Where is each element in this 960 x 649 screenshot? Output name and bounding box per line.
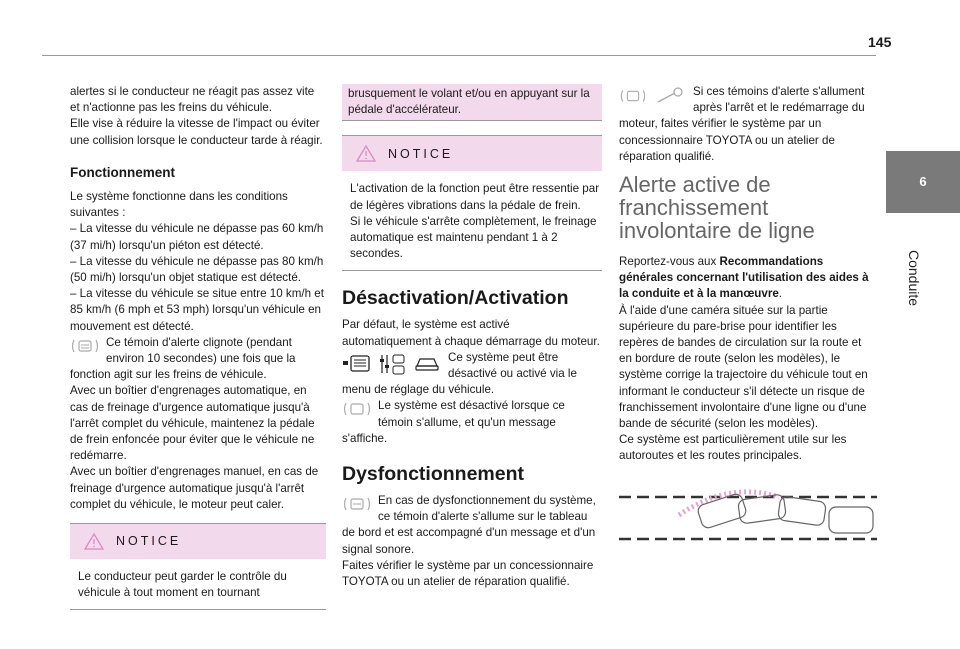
screen-menu-icon <box>342 354 370 374</box>
notice-box <box>342 135 602 271</box>
paragraph: Par défaut, le système est activé automatiquement à chaque démarrage du moteur. <box>342 318 600 348</box>
intro-text: alertes si le conducteur ne réagit pas assez vite et n'actionne pas les freins du véhicule. Elle vise à réduire la vitesse de l'impact ou éviter une collision lorsque le conducteur tarde à réagir. <box>70 85 323 147</box>
warning-triangle-icon <box>356 145 376 162</box>
malfunction-warning-icon <box>342 495 372 513</box>
notice-header <box>70 524 326 559</box>
paragraph: À l'aide d'une caméra située sur la partie supérieure du pare-brise pour identifier les repères de bandes de circulation sur la route et en bordure de route (selon les modèles), le système corrige la trajectoire du véhicule tout en informant le conducteur s'il détecte un risque de franchissement involontaire d'une ligne ou d'une bande de sécurité (selon les modèles). <box>619 303 868 431</box>
paragraph: Avec un boîtier d'engrenages manuel, en cas de freinage d'urgence automatique jusqu'à l'arrêt complet du véhicule, le moteur peut caler. <box>70 465 319 511</box>
paragraph: Le système est désactivé lorsque ce témoin s'allume, et qu'un message s'affiche. <box>342 399 565 445</box>
notice-title: NOTICE <box>116 534 182 549</box>
lane-departure-illustration <box>619 483 877 547</box>
car-icon <box>414 355 440 373</box>
paragraph: Reportez-vous aux Recommandations générales concernant l'utilisation des aides à la conduite et à la manœuvre. <box>619 255 869 301</box>
paragraph: Avec un boîtier d'engrenages automatique, en cas de freinage d'urgence automatique jusqu'à l'arrêt complet du véhicule, maintenez la pédale de frein enfoncée pour éviter que le véhicule ne redémarre. <box>70 384 315 463</box>
chapter-tab: 6 <box>886 151 960 213</box>
section-heading: Dysfonctionnement <box>342 463 525 486</box>
paragraph: Ce témoin d'alerte clignote (pendant environ 10 secondes) une fois que la fonction agit sur les freins de véhicule. <box>70 335 296 382</box>
vehicle-settings-icon <box>378 353 406 375</box>
warning-icons <box>619 87 685 105</box>
paragraph: – La vitesse du véhicule se situe entre 10 km/h et 85 km/h (6 mph et 53 mph) lorsqu'un véhicule en mouvement est détecté. <box>70 287 324 333</box>
page-number: 145 <box>868 34 892 50</box>
wrench-icon <box>655 87 685 105</box>
section-heading: Alerte active de franchissement involontaire de ligne <box>619 172 815 244</box>
notice-box <box>70 523 326 610</box>
paragraph: Ce système peut être désactivé ou activé via le menu de réglage du véhicule. <box>342 350 577 397</box>
collision-off-icon <box>342 400 372 418</box>
section-heading: Désactivation/Activation <box>342 287 569 310</box>
notice-title: NOTICE <box>388 146 454 161</box>
notice-text: Le conducteur peut garder le contrôle du véhicule à tout moment en tournant <box>78 570 287 600</box>
notice-text: L'activation de la fonction peut être ressentie par de légères vibrations dans la pédale de frein. Si le véhicule s'arrête complètement, le freinage automatique est maintenu pendant 1 à 2 secondes. <box>350 182 600 261</box>
paragraph: Si ces témoins d'alerte s'allument après l'arrêt et le redémarrage du moteur, faites vérifier le système par un concessionnaire TOYOTA ou un atelier de réparation qualifié. <box>619 85 865 163</box>
section-heading: Fonctionnement <box>70 164 175 180</box>
column-3 <box>619 84 877 552</box>
paragraph: Ce système est particulièrement utile sur les autoroutes et les routes principales. <box>619 433 847 463</box>
column-1 <box>70 84 326 610</box>
notice-header <box>342 136 602 171</box>
paragraph: Faites vérifier le système par un concessionnaire TOYOTA ou un atelier de réparation qualifié. <box>342 558 594 589</box>
paragraph: – La vitesse du véhicule ne dépasse pas 60 km/h (37 mi/h) lorsqu'un piéton est détecté. <box>70 222 324 252</box>
collision-warning-icon <box>70 337 100 355</box>
notice-continuation: brusquement le volant et/ou en appuyant sur la pédale d'accélérateur. <box>342 84 602 121</box>
settings-icons <box>342 353 440 375</box>
column-2 <box>342 84 602 590</box>
collision-warning-icon <box>619 87 647 105</box>
warning-triangle-icon <box>84 533 104 550</box>
paragraph: – La vitesse du véhicule ne dépasse pas 80 km/h (50 mi/h) lorsqu'un objet statique est détecté. <box>70 254 324 285</box>
paragraph: En cas de dysfonctionnement du système, ce témoin d'alerte s'allume sur le tableau de bord et est accompagné d'un message et d'un signal sonore. <box>342 494 596 556</box>
paragraph: Le système fonctionne dans les conditions suivantes : <box>70 190 288 220</box>
chapter-label: Conduite <box>906 250 922 307</box>
header-rule <box>42 55 876 56</box>
